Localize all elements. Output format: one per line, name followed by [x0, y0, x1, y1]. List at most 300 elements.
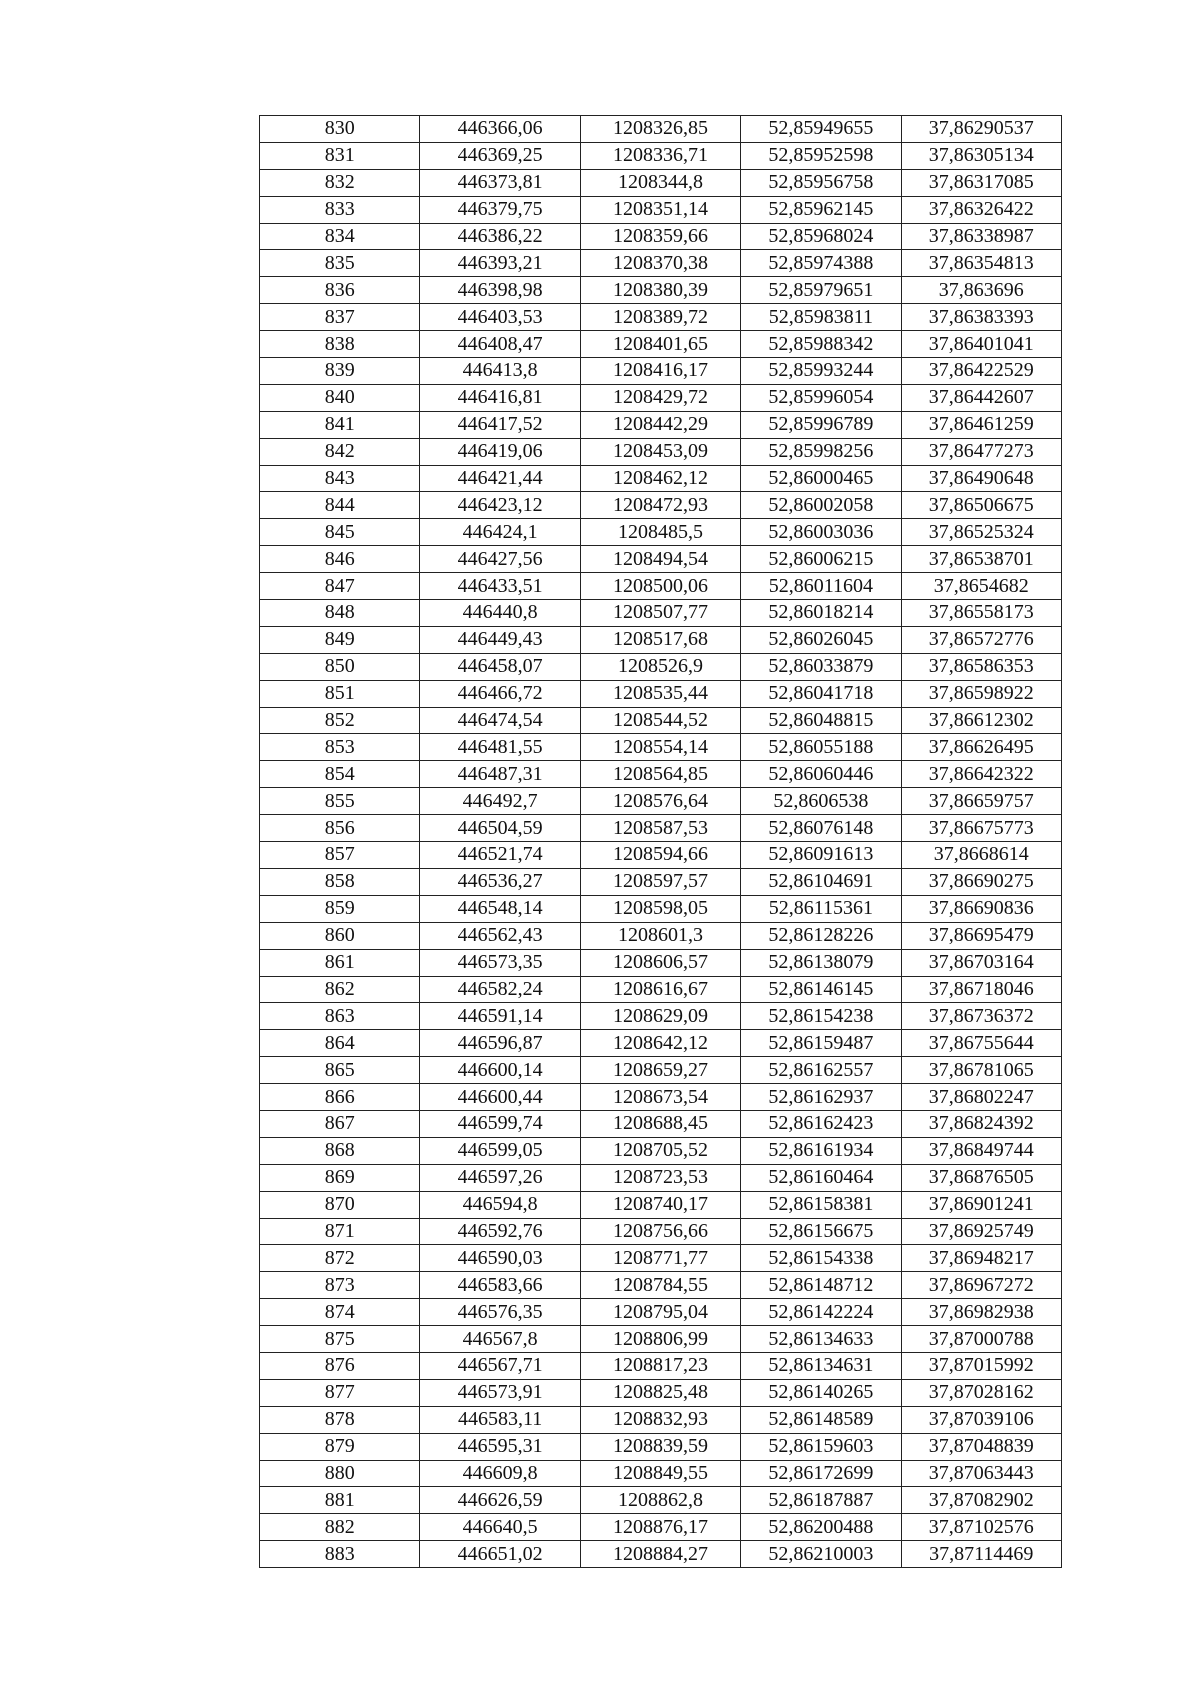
x-coordinate-cell: 446403,53	[420, 304, 580, 331]
x-coordinate-cell: 446599,05	[420, 1137, 580, 1164]
table-row	[260, 519, 1062, 546]
table-row	[260, 277, 1062, 304]
latitude-cell: 52,85996789	[741, 411, 901, 438]
y-coordinate-cell: 1208587,53	[580, 815, 740, 842]
point-number-cell: 857	[260, 842, 420, 869]
longitude-cell: 37,86598922	[901, 680, 1061, 707]
latitude-cell: 52,85949655	[741, 116, 901, 143]
point-number-cell: 867	[260, 1110, 420, 1137]
latitude-cell: 52,85968024	[741, 223, 901, 250]
point-number-cell: 868	[260, 1137, 420, 1164]
table-row	[260, 707, 1062, 734]
y-coordinate-cell: 1208795,04	[580, 1299, 740, 1326]
x-coordinate-cell: 446421,44	[420, 465, 580, 492]
table-row	[260, 223, 1062, 250]
latitude-cell: 52,86033879	[741, 653, 901, 680]
longitude-cell: 37,8654682	[901, 573, 1061, 600]
table-row	[260, 1352, 1062, 1379]
x-coordinate-cell: 446592,76	[420, 1218, 580, 1245]
point-number-cell: 864	[260, 1030, 420, 1057]
longitude-cell: 37,87102576	[901, 1514, 1061, 1541]
longitude-cell: 37,86703164	[901, 949, 1061, 976]
x-coordinate-cell: 446373,81	[420, 169, 580, 196]
longitude-cell: 37,86490648	[901, 465, 1061, 492]
table-row	[260, 1137, 1062, 1164]
latitude-cell: 52,86146145	[741, 976, 901, 1003]
longitude-cell: 37,86338987	[901, 223, 1061, 250]
y-coordinate-cell: 1208370,38	[580, 250, 740, 277]
point-number-cell: 844	[260, 492, 420, 519]
table-row	[260, 1164, 1062, 1191]
y-coordinate-cell: 1208429,72	[580, 384, 740, 411]
y-coordinate-cell: 1208597,57	[580, 868, 740, 895]
latitude-cell: 52,85956758	[741, 169, 901, 196]
point-number-cell: 883	[260, 1541, 420, 1568]
x-coordinate-cell: 446600,44	[420, 1084, 580, 1111]
y-coordinate-cell: 1208705,52	[580, 1137, 740, 1164]
x-coordinate-cell: 446609,8	[420, 1460, 580, 1487]
y-coordinate-cell: 1208601,3	[580, 922, 740, 949]
latitude-cell: 52,86162937	[741, 1084, 901, 1111]
point-number-cell: 882	[260, 1514, 420, 1541]
table-row	[260, 1110, 1062, 1137]
point-number-cell: 831	[260, 142, 420, 169]
y-coordinate-cell: 1208416,17	[580, 358, 740, 385]
y-coordinate-cell: 1208884,27	[580, 1541, 740, 1568]
coordinates-table	[259, 115, 1062, 1568]
table-row	[260, 761, 1062, 788]
longitude-cell: 37,87063443	[901, 1460, 1061, 1487]
y-coordinate-cell: 1208326,85	[580, 116, 740, 143]
latitude-cell: 52,86104691	[741, 868, 901, 895]
longitude-cell: 37,86442607	[901, 384, 1061, 411]
latitude-cell: 52,86172699	[741, 1460, 901, 1487]
point-number-cell: 837	[260, 304, 420, 331]
x-coordinate-cell: 446379,75	[420, 196, 580, 223]
latitude-cell: 52,86200488	[741, 1514, 901, 1541]
table-row	[260, 1030, 1062, 1057]
table-row	[260, 1003, 1062, 1030]
point-number-cell: 856	[260, 815, 420, 842]
y-coordinate-cell: 1208642,12	[580, 1030, 740, 1057]
table-row	[260, 196, 1062, 223]
point-number-cell: 875	[260, 1326, 420, 1353]
longitude-cell: 37,86802247	[901, 1084, 1061, 1111]
longitude-cell: 37,86849744	[901, 1137, 1061, 1164]
latitude-cell: 52,86026045	[741, 626, 901, 653]
longitude-cell: 37,87039106	[901, 1406, 1061, 1433]
point-number-cell: 859	[260, 895, 420, 922]
point-number-cell: 861	[260, 949, 420, 976]
y-coordinate-cell: 1208485,5	[580, 519, 740, 546]
point-number-cell: 852	[260, 707, 420, 734]
latitude-cell: 52,85983811	[741, 304, 901, 331]
point-number-cell: 840	[260, 384, 420, 411]
point-number-cell: 862	[260, 976, 420, 1003]
y-coordinate-cell: 1208564,85	[580, 761, 740, 788]
latitude-cell: 52,86055188	[741, 734, 901, 761]
x-coordinate-cell: 446424,1	[420, 519, 580, 546]
y-coordinate-cell: 1208598,05	[580, 895, 740, 922]
latitude-cell: 52,86160464	[741, 1164, 901, 1191]
latitude-cell: 52,86158381	[741, 1191, 901, 1218]
x-coordinate-cell: 446408,47	[420, 331, 580, 358]
latitude-cell: 52,86091613	[741, 842, 901, 869]
point-number-cell: 832	[260, 169, 420, 196]
latitude-cell: 52,86018214	[741, 600, 901, 627]
longitude-cell: 37,86626495	[901, 734, 1061, 761]
table-row	[260, 1487, 1062, 1514]
table-row	[260, 842, 1062, 869]
y-coordinate-cell: 1208832,93	[580, 1406, 740, 1433]
y-coordinate-cell: 1208344,8	[580, 169, 740, 196]
longitude-cell: 37,86461259	[901, 411, 1061, 438]
y-coordinate-cell: 1208351,14	[580, 196, 740, 223]
longitude-cell: 37,86422529	[901, 358, 1061, 385]
x-coordinate-cell: 446567,8	[420, 1326, 580, 1353]
x-coordinate-cell: 446573,91	[420, 1379, 580, 1406]
x-coordinate-cell: 446600,14	[420, 1057, 580, 1084]
longitude-cell: 37,86290537	[901, 116, 1061, 143]
table-row	[260, 438, 1062, 465]
y-coordinate-cell: 1208380,39	[580, 277, 740, 304]
y-coordinate-cell: 1208849,55	[580, 1460, 740, 1487]
latitude-cell: 52,86048815	[741, 707, 901, 734]
table-row	[260, 169, 1062, 196]
x-coordinate-cell: 446597,26	[420, 1164, 580, 1191]
point-number-cell: 863	[260, 1003, 420, 1030]
y-coordinate-cell: 1208526,9	[580, 653, 740, 680]
table-row	[260, 895, 1062, 922]
longitude-cell: 37,86326422	[901, 196, 1061, 223]
latitude-cell: 52,86138079	[741, 949, 901, 976]
x-coordinate-cell: 446599,74	[420, 1110, 580, 1137]
x-coordinate-cell: 446626,59	[420, 1487, 580, 1514]
longitude-cell: 37,86690836	[901, 895, 1061, 922]
y-coordinate-cell: 1208462,12	[580, 465, 740, 492]
latitude-cell: 52,86003036	[741, 519, 901, 546]
latitude-cell: 52,86187887	[741, 1487, 901, 1514]
longitude-cell: 37,86925749	[901, 1218, 1061, 1245]
x-coordinate-cell: 446640,5	[420, 1514, 580, 1541]
longitude-cell: 37,86477273	[901, 438, 1061, 465]
table-row	[260, 1299, 1062, 1326]
longitude-cell: 37,86506675	[901, 492, 1061, 519]
x-coordinate-cell: 446386,22	[420, 223, 580, 250]
y-coordinate-cell: 1208784,55	[580, 1272, 740, 1299]
point-number-cell: 833	[260, 196, 420, 223]
x-coordinate-cell: 446492,7	[420, 788, 580, 815]
longitude-cell: 37,87000788	[901, 1326, 1061, 1353]
latitude-cell: 52,85979651	[741, 277, 901, 304]
table-row	[260, 411, 1062, 438]
latitude-cell: 52,86148589	[741, 1406, 901, 1433]
longitude-cell: 37,86948217	[901, 1245, 1061, 1272]
x-coordinate-cell: 446562,43	[420, 922, 580, 949]
longitude-cell: 37,8668614	[901, 842, 1061, 869]
point-number-cell: 855	[260, 788, 420, 815]
point-number-cell: 845	[260, 519, 420, 546]
x-coordinate-cell: 446573,35	[420, 949, 580, 976]
table-row	[260, 868, 1062, 895]
y-coordinate-cell: 1208517,68	[580, 626, 740, 653]
point-number-cell: 854	[260, 761, 420, 788]
longitude-cell: 37,86967272	[901, 1272, 1061, 1299]
point-number-cell: 835	[260, 250, 420, 277]
x-coordinate-cell: 446591,14	[420, 1003, 580, 1030]
y-coordinate-cell: 1208359,66	[580, 223, 740, 250]
latitude-cell: 52,86000465	[741, 465, 901, 492]
longitude-cell: 37,86538701	[901, 546, 1061, 573]
longitude-cell: 37,86736372	[901, 1003, 1061, 1030]
x-coordinate-cell: 446487,31	[420, 761, 580, 788]
latitude-cell: 52,86148712	[741, 1272, 901, 1299]
latitude-cell: 52,85996054	[741, 384, 901, 411]
table-row	[260, 734, 1062, 761]
longitude-cell: 37,86305134	[901, 142, 1061, 169]
point-number-cell: 834	[260, 223, 420, 250]
table-row	[260, 1433, 1062, 1460]
table-row	[260, 949, 1062, 976]
latitude-cell: 52,86002058	[741, 492, 901, 519]
longitude-cell: 37,86675773	[901, 815, 1061, 842]
y-coordinate-cell: 1208862,8	[580, 1487, 740, 1514]
x-coordinate-cell: 446583,66	[420, 1272, 580, 1299]
point-number-cell: 866	[260, 1084, 420, 1111]
y-coordinate-cell: 1208554,14	[580, 734, 740, 761]
longitude-cell: 37,86755644	[901, 1030, 1061, 1057]
y-coordinate-cell: 1208535,44	[580, 680, 740, 707]
point-number-cell: 838	[260, 331, 420, 358]
table-row	[260, 680, 1062, 707]
x-coordinate-cell: 446427,56	[420, 546, 580, 573]
point-number-cell: 872	[260, 1245, 420, 1272]
table-row	[260, 788, 1062, 815]
x-coordinate-cell: 446393,21	[420, 250, 580, 277]
latitude-cell: 52,86161934	[741, 1137, 901, 1164]
x-coordinate-cell: 446369,25	[420, 142, 580, 169]
latitude-cell: 52,85993244	[741, 358, 901, 385]
latitude-cell: 52,86128226	[741, 922, 901, 949]
point-number-cell: 874	[260, 1299, 420, 1326]
point-number-cell: 836	[260, 277, 420, 304]
point-number-cell: 871	[260, 1218, 420, 1245]
longitude-cell: 37,86401041	[901, 331, 1061, 358]
y-coordinate-cell: 1208629,09	[580, 1003, 740, 1030]
table-row	[260, 358, 1062, 385]
table-row	[260, 304, 1062, 331]
y-coordinate-cell: 1208494,54	[580, 546, 740, 573]
x-coordinate-cell: 446590,03	[420, 1245, 580, 1272]
point-number-cell: 851	[260, 680, 420, 707]
longitude-cell: 37,86690275	[901, 868, 1061, 895]
y-coordinate-cell: 1208806,99	[580, 1326, 740, 1353]
longitude-cell: 37,86317085	[901, 169, 1061, 196]
latitude-cell: 52,86041718	[741, 680, 901, 707]
longitude-cell: 37,86354813	[901, 250, 1061, 277]
point-number-cell: 880	[260, 1460, 420, 1487]
y-coordinate-cell: 1208616,67	[580, 976, 740, 1003]
y-coordinate-cell: 1208472,93	[580, 492, 740, 519]
latitude-cell: 52,86156675	[741, 1218, 901, 1245]
x-coordinate-cell: 446567,71	[420, 1352, 580, 1379]
y-coordinate-cell: 1208876,17	[580, 1514, 740, 1541]
latitude-cell: 52,86162557	[741, 1057, 901, 1084]
table-row	[260, 1514, 1062, 1541]
x-coordinate-cell: 446417,52	[420, 411, 580, 438]
latitude-cell: 52,8606538	[741, 788, 901, 815]
table-row	[260, 492, 1062, 519]
longitude-cell: 37,863696	[901, 277, 1061, 304]
longitude-cell: 37,86982938	[901, 1299, 1061, 1326]
point-number-cell: 869	[260, 1164, 420, 1191]
y-coordinate-cell: 1208401,65	[580, 331, 740, 358]
y-coordinate-cell: 1208336,71	[580, 142, 740, 169]
longitude-cell: 37,86572776	[901, 626, 1061, 653]
longitude-cell: 37,86695479	[901, 922, 1061, 949]
point-number-cell: 850	[260, 653, 420, 680]
longitude-cell: 37,86659757	[901, 788, 1061, 815]
y-coordinate-cell: 1208771,77	[580, 1245, 740, 1272]
point-number-cell: 881	[260, 1487, 420, 1514]
y-coordinate-cell: 1208839,59	[580, 1433, 740, 1460]
latitude-cell: 52,85998256	[741, 438, 901, 465]
longitude-cell: 37,87015992	[901, 1352, 1061, 1379]
point-number-cell: 842	[260, 438, 420, 465]
point-number-cell: 865	[260, 1057, 420, 1084]
latitude-cell: 52,85974388	[741, 250, 901, 277]
point-number-cell: 846	[260, 546, 420, 573]
longitude-cell: 37,86901241	[901, 1191, 1061, 1218]
latitude-cell: 52,85952598	[741, 142, 901, 169]
longitude-cell: 37,86612302	[901, 707, 1061, 734]
y-coordinate-cell: 1208594,66	[580, 842, 740, 869]
latitude-cell: 52,86134631	[741, 1352, 901, 1379]
table-row	[260, 1245, 1062, 1272]
table-row	[260, 976, 1062, 1003]
x-coordinate-cell: 446440,8	[420, 600, 580, 627]
point-number-cell: 877	[260, 1379, 420, 1406]
latitude-cell: 52,86142224	[741, 1299, 901, 1326]
latitude-cell: 52,86134633	[741, 1326, 901, 1353]
longitude-cell: 37,86525324	[901, 519, 1061, 546]
x-coordinate-cell: 446423,12	[420, 492, 580, 519]
latitude-cell: 52,86060446	[741, 761, 901, 788]
longitude-cell: 37,86586353	[901, 653, 1061, 680]
y-coordinate-cell: 1208453,09	[580, 438, 740, 465]
y-coordinate-cell: 1208673,54	[580, 1084, 740, 1111]
longitude-cell: 37,86876505	[901, 1164, 1061, 1191]
longitude-cell: 37,87048839	[901, 1433, 1061, 1460]
longitude-cell: 37,87082902	[901, 1487, 1061, 1514]
table-row	[260, 546, 1062, 573]
x-coordinate-cell: 446576,35	[420, 1299, 580, 1326]
x-coordinate-cell: 446413,8	[420, 358, 580, 385]
x-coordinate-cell: 446416,81	[420, 384, 580, 411]
table-row	[260, 250, 1062, 277]
x-coordinate-cell: 446419,06	[420, 438, 580, 465]
point-number-cell: 870	[260, 1191, 420, 1218]
y-coordinate-cell: 1208825,48	[580, 1379, 740, 1406]
table-row	[260, 1218, 1062, 1245]
x-coordinate-cell: 446651,02	[420, 1541, 580, 1568]
table-row	[260, 1057, 1062, 1084]
table-row	[260, 1460, 1062, 1487]
table-row	[260, 116, 1062, 143]
table-row	[260, 1379, 1062, 1406]
latitude-cell: 52,86154238	[741, 1003, 901, 1030]
y-coordinate-cell: 1208389,72	[580, 304, 740, 331]
y-coordinate-cell: 1208659,27	[580, 1057, 740, 1084]
x-coordinate-cell: 446548,14	[420, 895, 580, 922]
y-coordinate-cell: 1208442,29	[580, 411, 740, 438]
point-number-cell: 860	[260, 922, 420, 949]
y-coordinate-cell: 1208756,66	[580, 1218, 740, 1245]
table-row	[260, 1084, 1062, 1111]
coordinates-table-body	[260, 116, 1062, 1568]
table-row	[260, 600, 1062, 627]
point-number-cell: 858	[260, 868, 420, 895]
table-row	[260, 1406, 1062, 1433]
latitude-cell: 52,86076148	[741, 815, 901, 842]
point-number-cell: 847	[260, 573, 420, 600]
point-number-cell: 873	[260, 1272, 420, 1299]
y-coordinate-cell: 1208500,06	[580, 573, 740, 600]
latitude-cell: 52,86159603	[741, 1433, 901, 1460]
longitude-cell: 37,86558173	[901, 600, 1061, 627]
x-coordinate-cell: 446595,31	[420, 1433, 580, 1460]
x-coordinate-cell: 446366,06	[420, 116, 580, 143]
table-row	[260, 1191, 1062, 1218]
latitude-cell: 52,86140265	[741, 1379, 901, 1406]
table-row	[260, 922, 1062, 949]
table-row	[260, 626, 1062, 653]
table-row	[260, 384, 1062, 411]
latitude-cell: 52,86115361	[741, 895, 901, 922]
x-coordinate-cell: 446536,27	[420, 868, 580, 895]
x-coordinate-cell: 446594,8	[420, 1191, 580, 1218]
point-number-cell: 879	[260, 1433, 420, 1460]
x-coordinate-cell: 446474,54	[420, 707, 580, 734]
x-coordinate-cell: 446398,98	[420, 277, 580, 304]
latitude-cell: 52,86154338	[741, 1245, 901, 1272]
x-coordinate-cell: 446433,51	[420, 573, 580, 600]
point-number-cell: 876	[260, 1352, 420, 1379]
table-row	[260, 1541, 1062, 1568]
y-coordinate-cell: 1208576,64	[580, 788, 740, 815]
longitude-cell: 37,86383393	[901, 304, 1061, 331]
x-coordinate-cell: 446583,11	[420, 1406, 580, 1433]
point-number-cell: 841	[260, 411, 420, 438]
point-number-cell: 849	[260, 626, 420, 653]
point-number-cell: 843	[260, 465, 420, 492]
x-coordinate-cell: 446481,55	[420, 734, 580, 761]
y-coordinate-cell: 1208606,57	[580, 949, 740, 976]
latitude-cell: 52,85988342	[741, 331, 901, 358]
latitude-cell: 52,86210003	[741, 1541, 901, 1568]
point-number-cell: 839	[260, 358, 420, 385]
longitude-cell: 37,87028162	[901, 1379, 1061, 1406]
table-row	[260, 465, 1062, 492]
table-row	[260, 653, 1062, 680]
x-coordinate-cell: 446596,87	[420, 1030, 580, 1057]
latitude-cell: 52,85962145	[741, 196, 901, 223]
x-coordinate-cell: 446449,43	[420, 626, 580, 653]
latitude-cell: 52,86011604	[741, 573, 901, 600]
latitude-cell: 52,86006215	[741, 546, 901, 573]
point-number-cell: 878	[260, 1406, 420, 1433]
table-row	[260, 142, 1062, 169]
